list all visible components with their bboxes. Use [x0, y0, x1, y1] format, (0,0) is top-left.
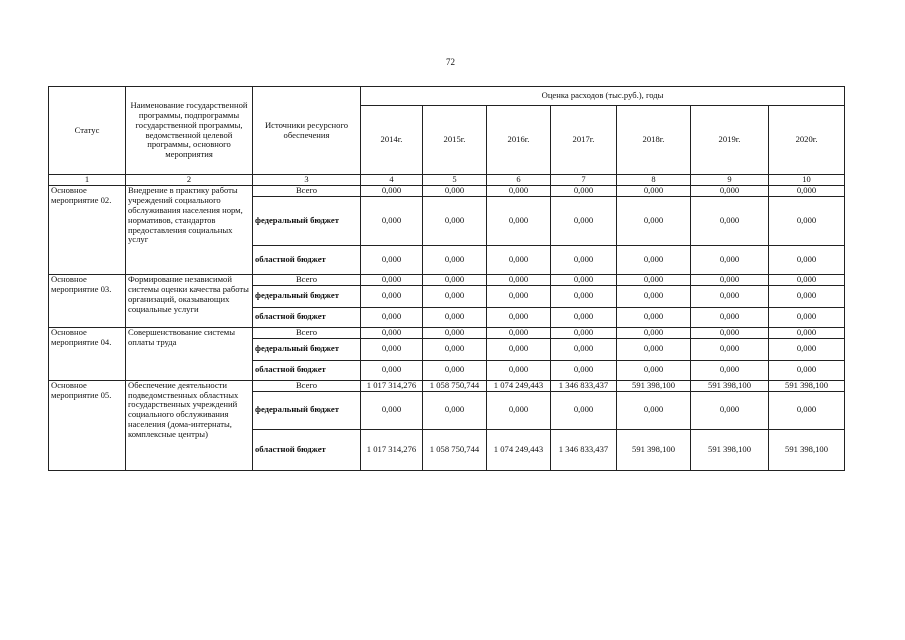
- row-value: 0,000: [423, 391, 487, 429]
- header-year: 2015г.: [423, 106, 487, 175]
- row-value: 0,000: [551, 307, 617, 327]
- row-value: 1 074 249,443: [487, 429, 551, 470]
- row-value: 0,000: [691, 245, 769, 274]
- row-value: 1 058 750,744: [423, 380, 487, 391]
- row-value: 0,000: [423, 196, 487, 245]
- row-status: Основное мероприятие 04.: [49, 327, 126, 380]
- header-estimate: Оценка расходов (тыс.руб.), годы: [361, 87, 845, 106]
- row-name: Совершенствование системы оплаты труда: [126, 327, 253, 380]
- row-value: 0,000: [361, 307, 423, 327]
- row-value: 0,000: [487, 307, 551, 327]
- row-value: 1 058 750,744: [423, 429, 487, 470]
- row-value: 0,000: [769, 338, 845, 360]
- row-source: Всего: [253, 380, 361, 391]
- row-value: 1 346 833,437: [551, 429, 617, 470]
- row-source: федеральный бюджет: [253, 196, 361, 245]
- column-number: 10: [769, 175, 845, 186]
- column-number: 1: [49, 175, 126, 186]
- row-value: 1 017 314,276: [361, 429, 423, 470]
- row-source: областной бюджет: [253, 245, 361, 274]
- row-value: 0,000: [691, 327, 769, 338]
- row-value: 0,000: [487, 391, 551, 429]
- row-value: 0,000: [551, 327, 617, 338]
- row-value: 0,000: [617, 391, 691, 429]
- header-year: 2014г.: [361, 106, 423, 175]
- row-value: 0,000: [423, 285, 487, 307]
- row-value: 1 346 833,437: [551, 380, 617, 391]
- header-year: 2019г.: [691, 106, 769, 175]
- row-value: 0,000: [551, 360, 617, 380]
- row-value: 0,000: [361, 186, 423, 197]
- column-number: 3: [253, 175, 361, 186]
- row-value: 0,000: [691, 391, 769, 429]
- row-value: 0,000: [551, 274, 617, 285]
- row-value: 0,000: [769, 327, 845, 338]
- row-value: 0,000: [769, 285, 845, 307]
- row-value: 0,000: [551, 391, 617, 429]
- row-value: 0,000: [691, 307, 769, 327]
- row-value: 0,000: [487, 274, 551, 285]
- row-value: 0,000: [423, 327, 487, 338]
- row-value: 0,000: [769, 186, 845, 197]
- row-source: федеральный бюджет: [253, 285, 361, 307]
- row-value: 0,000: [423, 360, 487, 380]
- row-source: областной бюджет: [253, 429, 361, 470]
- row-value: 0,000: [617, 360, 691, 380]
- row-value: 0,000: [361, 196, 423, 245]
- budget-table: [48, 86, 845, 471]
- row-value: 0,000: [617, 338, 691, 360]
- row-value: 0,000: [423, 186, 487, 197]
- row-value: 0,000: [487, 285, 551, 307]
- header-status: Статус: [49, 87, 126, 175]
- row-value: 0,000: [551, 196, 617, 245]
- row-status: Основное мероприятие 05.: [49, 380, 126, 470]
- row-value: 0,000: [691, 196, 769, 245]
- row-value: 0,000: [551, 186, 617, 197]
- row-value: 0,000: [361, 327, 423, 338]
- header-year: 2017г.: [551, 106, 617, 175]
- row-value: 0,000: [361, 285, 423, 307]
- row-value: 0,000: [617, 274, 691, 285]
- row-value: 0,000: [617, 285, 691, 307]
- column-number: 9: [691, 175, 769, 186]
- header-year: 2020г.: [769, 106, 845, 175]
- row-value: 0,000: [617, 245, 691, 274]
- row-value: 0,000: [769, 196, 845, 245]
- row-value: 591 398,100: [769, 429, 845, 470]
- row-value: 0,000: [423, 245, 487, 274]
- row-value: 0,000: [617, 307, 691, 327]
- row-value: 0,000: [423, 274, 487, 285]
- row-value: 0,000: [769, 391, 845, 429]
- column-number: 8: [617, 175, 691, 186]
- row-value: 0,000: [487, 327, 551, 338]
- row-value: 0,000: [487, 338, 551, 360]
- row-source: областной бюджет: [253, 307, 361, 327]
- row-value: 0,000: [769, 274, 845, 285]
- row-value: 0,000: [361, 360, 423, 380]
- column-number: 5: [423, 175, 487, 186]
- table-row: [49, 327, 845, 338]
- header-name: Наименование государственной программы, подпрограммы государственной программы, ведомственной целевой программы, основного мероприятия: [126, 87, 253, 175]
- page-number: 72: [446, 57, 455, 67]
- table-row: [49, 274, 845, 285]
- row-source: областной бюджет: [253, 360, 361, 380]
- row-value: 0,000: [551, 245, 617, 274]
- row-value: 0,000: [551, 285, 617, 307]
- row-value: 1 017 314,276: [361, 380, 423, 391]
- row-value: 0,000: [691, 186, 769, 197]
- header-sources: Источники ресурсного обеспечения: [253, 87, 361, 175]
- row-value: 0,000: [691, 360, 769, 380]
- row-value: 0,000: [769, 307, 845, 327]
- row-value: 591 398,100: [769, 380, 845, 391]
- row-value: 0,000: [487, 360, 551, 380]
- row-source: федеральный бюджет: [253, 391, 361, 429]
- row-value: 0,000: [691, 285, 769, 307]
- row-status: Основное мероприятие 03.: [49, 274, 126, 327]
- row-source: Всего: [253, 274, 361, 285]
- row-value: 0,000: [617, 327, 691, 338]
- column-number: 2: [126, 175, 253, 186]
- row-value: 0,000: [487, 186, 551, 197]
- row-name: Обеспечение деятельности подведомственных областных государственных учреждений социального обслуживания населения (дома-интернаты, комплексные центры): [126, 380, 253, 470]
- row-value: 0,000: [487, 196, 551, 245]
- row-value: 0,000: [361, 338, 423, 360]
- row-value: 1 074 249,443: [487, 380, 551, 391]
- header-year: 2016г.: [487, 106, 551, 175]
- column-number: 7: [551, 175, 617, 186]
- row-value: 591 398,100: [617, 380, 691, 391]
- row-value: 0,000: [617, 186, 691, 197]
- row-name: Формирование независимой системы оценки качества работы организаций, оказывающих социальные услуги: [126, 274, 253, 327]
- row-value: 0,000: [423, 307, 487, 327]
- column-number: 6: [487, 175, 551, 186]
- header-year: 2018г.: [617, 106, 691, 175]
- row-value: 0,000: [361, 245, 423, 274]
- row-name: Внедрение в практику работы учреждений социального обслуживания населения норм, нормативов, стандартов предоставления социальных услуг: [126, 186, 253, 275]
- row-value: 0,000: [423, 338, 487, 360]
- row-value: 0,000: [551, 338, 617, 360]
- row-status: Основное мероприятие 02.: [49, 186, 126, 275]
- row-value: 0,000: [769, 245, 845, 274]
- row-value: 0,000: [361, 274, 423, 285]
- row-value: 0,000: [617, 196, 691, 245]
- column-number: 4: [361, 175, 423, 186]
- row-value: 0,000: [487, 245, 551, 274]
- table-row: [49, 186, 845, 197]
- row-value: 0,000: [361, 391, 423, 429]
- row-value: 0,000: [691, 274, 769, 285]
- row-source: Всего: [253, 327, 361, 338]
- row-value: 0,000: [691, 338, 769, 360]
- row-source: федеральный бюджет: [253, 338, 361, 360]
- row-source: Всего: [253, 186, 361, 197]
- table-row: [49, 380, 845, 391]
- row-value: 591 398,100: [691, 429, 769, 470]
- row-value: 591 398,100: [617, 429, 691, 470]
- row-value: 591 398,100: [691, 380, 769, 391]
- row-value: 0,000: [769, 360, 845, 380]
